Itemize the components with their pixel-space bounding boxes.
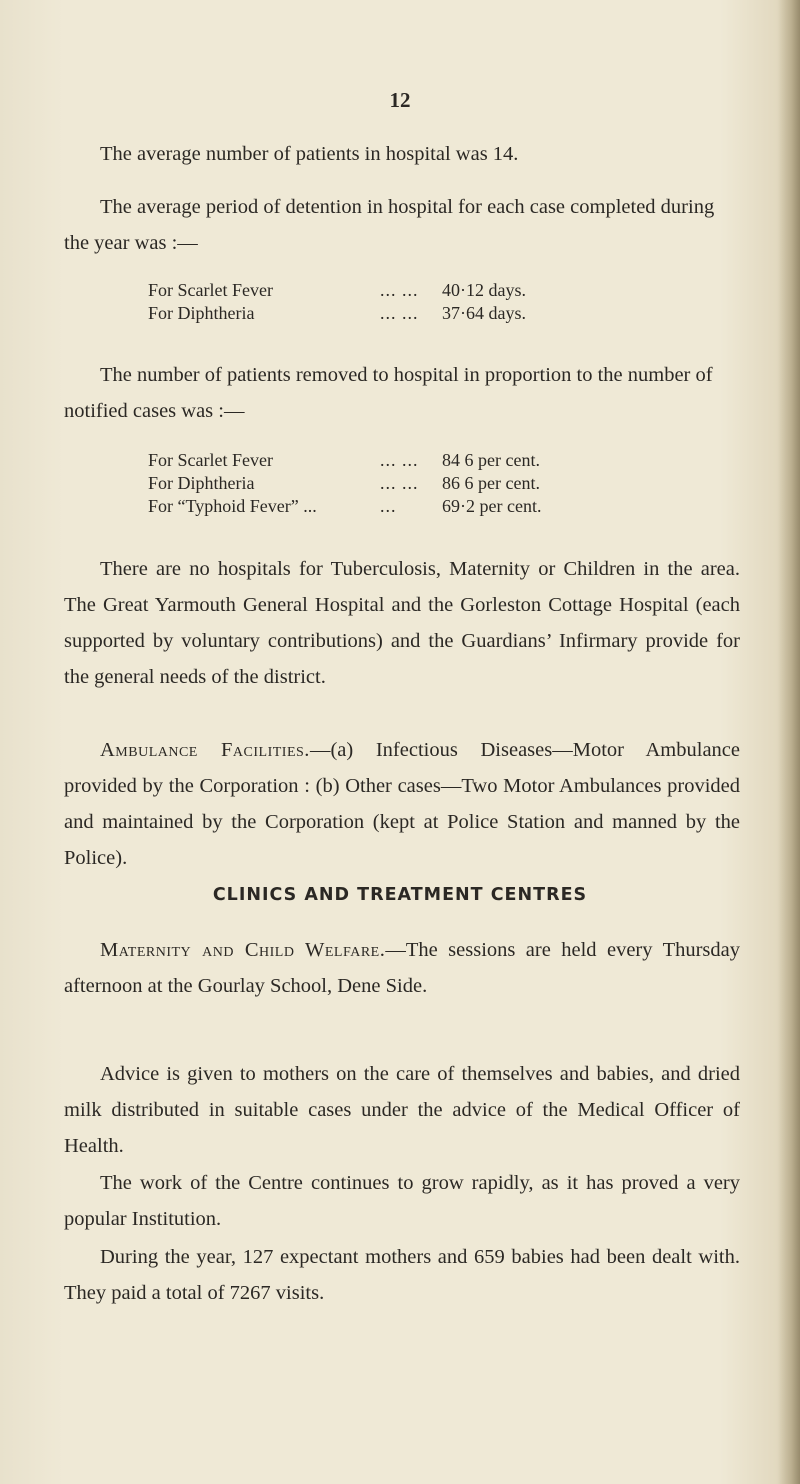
paragraph-maternity-welfare xyxy=(64,932,740,1004)
paragraph-removal-proportion: The number of patients removed to hospital in proportion to the number of notified cases was :— xyxy=(64,364,713,422)
paragraph-centre-growth: The work of the Centre continues to grow rapidly, as it has proved a very popular Institution. xyxy=(64,1172,740,1230)
paragraph-average-patients: The average number of patients in hospital was 14. xyxy=(100,143,519,165)
detention-table xyxy=(148,279,526,325)
row-leader-dots: ... ... xyxy=(380,280,419,300)
paragraph-detention-period: The average period of detention in hospital for each case completed during the year was :— xyxy=(64,196,715,254)
removal-table xyxy=(148,449,541,518)
row-label: For “Typhoid Fever” ... xyxy=(148,496,317,516)
ambulance-facilities-body: —(a) Infectious Diseases—Motor Ambulance provided by the Corporation : (b) Other cases—Two Motor Ambulances provided and maintained by the Corporation (kept at Police Station and manned by the Police). xyxy=(64,739,740,869)
row-leader-dots: ... ... xyxy=(380,473,419,493)
table-row xyxy=(148,302,526,325)
paragraph-advice: Advice is given to mothers on the care of themselves and babies, and dried milk distributed in suitable cases under the advice of the Medical Officer of Health. xyxy=(64,1063,740,1157)
table-row xyxy=(148,449,541,472)
row-leader-dots: ... ... xyxy=(380,303,419,323)
maternity-welfare-body: —The sessions are held every Thursday afternoon at the Gourlay School, Dene Side. xyxy=(64,939,740,997)
row-label: For Diphtheria xyxy=(148,473,255,493)
page-number: 12 xyxy=(389,88,411,112)
row-leader-dots: ... xyxy=(380,496,397,516)
table-row xyxy=(148,279,526,302)
page-edge-shadow xyxy=(778,0,800,1484)
section-heading: CLINICS AND TREATMENT CENTRES xyxy=(212,885,588,905)
row-label: For Scarlet Fever xyxy=(148,280,273,300)
row-value: 37·64 days. xyxy=(442,303,526,323)
ambulance-facilities-title: Ambulance Facilities. xyxy=(100,739,310,761)
paragraph-hospitals: There are no hospitals for Tuberculosis, Maternity or Children in the area. The Great Yarmouth General Hospital and the Gorleston Cottage Hospital (each supported by voluntary contributions) and the Guardians’ Infirmary provide for the general needs of the district. xyxy=(64,558,740,688)
row-value: 86 6 per cent. xyxy=(442,473,540,493)
table-row xyxy=(148,495,541,518)
row-leader-dots: ... ... xyxy=(380,450,419,470)
table-row xyxy=(148,472,541,495)
row-label: For Diphtheria xyxy=(148,303,255,323)
paragraph-ambulance-facilities xyxy=(64,732,740,876)
row-value: 69·2 per cent. xyxy=(442,496,542,516)
row-value: 40·12 days. xyxy=(442,280,526,300)
paragraph-attendance: During the year, 127 expectant mothers and 659 babies had been dealt with. They paid a total of 7267 visits. xyxy=(64,1246,740,1304)
row-label: For Scarlet Fever xyxy=(148,450,273,470)
row-value: 84 6 per cent. xyxy=(442,450,540,470)
maternity-welfare-title: Maternity and Child Welfare. xyxy=(100,939,386,961)
